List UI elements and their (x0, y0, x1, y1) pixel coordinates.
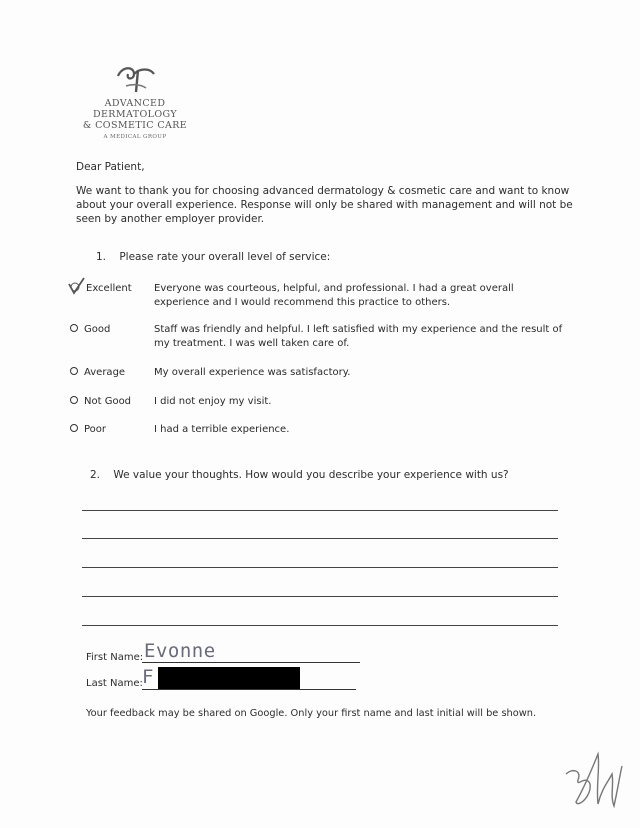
radio-circle-icon[interactable] (70, 324, 78, 332)
first-name-value[interactable]: Evonne (144, 640, 216, 662)
radio-circle-icon[interactable] (70, 396, 78, 404)
response-line[interactable] (82, 625, 558, 626)
logo-line-1: ADVANCED DERMATOLOGY (92, 98, 178, 120)
question-1-text: Please rate your overall level of service: (119, 251, 331, 263)
option-label: Not Good (84, 396, 132, 407)
option-description: My overall experience was satisfactory. (154, 367, 351, 378)
last-name-value[interactable]: F (142, 666, 154, 688)
footer-note: Your feedback may be shared on Google. Only your first name and last initial will be shown. (86, 708, 537, 719)
option-label: Average (84, 367, 126, 378)
question-2-text: We value your thoughts. How would you describe your experience with us? (113, 469, 509, 481)
question-2 (90, 468, 509, 482)
signature-scribble-icon (556, 744, 628, 816)
option-label: Good (84, 324, 111, 335)
option-description: I had a terrible experience. (154, 424, 290, 435)
response-line[interactable] (82, 538, 558, 539)
response-line[interactable] (82, 567, 558, 568)
option-label: Excellent (86, 283, 132, 294)
logo-line-2: & COSMETIC CARE (82, 120, 188, 131)
greeting: Dear Patient, (76, 161, 145, 173)
option-good-choice[interactable] (70, 323, 152, 337)
option-not-good-choice[interactable] (70, 395, 152, 409)
practice-logo (70, 62, 200, 140)
intro-paragraph: We want to thank you for choosing advanced dermatology & cosmetic care and want to know about your overall experience. Response will only be shared with management and will not be seen by another employer provider. (76, 185, 573, 225)
question-2-number: 2. (90, 469, 101, 481)
option-description: Everyone was courteous, helpful, and professional. I had a great overall experience and I would recommend this practice to others. (154, 283, 514, 308)
first-name-label: First Name: (86, 652, 144, 663)
question-1-number: 1. (96, 251, 107, 263)
last-name-line[interactable] (142, 689, 356, 690)
check-mark-icon (66, 276, 88, 298)
logo-swirl-icon (112, 62, 158, 98)
option-description: I did not enjoy my visit. (154, 396, 272, 407)
first-name-line[interactable] (142, 662, 360, 663)
radio-circle-icon[interactable] (70, 424, 78, 432)
logo-line-3: A MEDICAL GROUP (103, 134, 167, 140)
redaction-bar (158, 667, 300, 689)
option-poor-choice[interactable] (70, 423, 152, 437)
question-1 (96, 250, 330, 264)
radio-circle-icon[interactable] (70, 367, 78, 375)
option-description: Staff was friendly and helpful. I left satisfied with my experience and the result of my treatment. I was well taken care of. (154, 324, 563, 349)
last-name-label: Last Name: (86, 678, 143, 689)
response-line[interactable] (82, 510, 558, 511)
option-excellent-choice[interactable] (70, 282, 152, 296)
response-line[interactable] (82, 596, 558, 597)
option-label: Poor (84, 424, 107, 435)
option-average-choice[interactable] (70, 366, 152, 380)
